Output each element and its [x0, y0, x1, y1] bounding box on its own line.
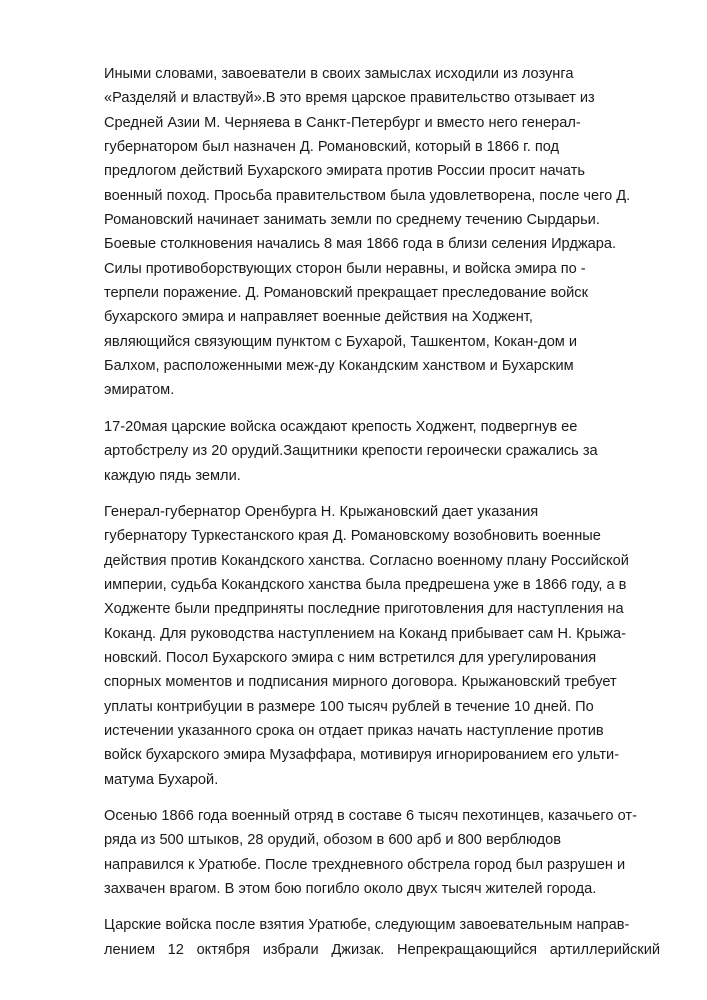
text-line: Силы противоборствующих сторон были неравны, и войска эмира по -: [104, 260, 586, 277]
text-line: военный поход. Просьба правительством была удовлетворена, после чего Д.: [104, 187, 631, 204]
text-line: Осенью 1866 года военный отряд в составе 6 тысяч пехотинцев, казачьего от-: [104, 807, 637, 824]
paragraph: [104, 804, 660, 901]
text-line: Генерал-губернатор Оренбурга Н. Крыжановский дает указания: [104, 503, 539, 520]
text-line: ряда из 500 штыков, 28 орудий, обозом в 600 арб и 800 верблюдов: [104, 832, 562, 849]
text-line: матума Бухарой.: [104, 771, 219, 788]
text-line: Средней Азии М. Черняева в Санкт-Петербург и вместо него генерал-: [104, 114, 581, 131]
paragraph: [104, 62, 660, 403]
text-line: 17-20мая царские войска осаждают крепость Ходжент, подвергнув ее: [104, 418, 578, 435]
text-line: истечении указанного срока он отдает приказ начать наступление против: [104, 722, 604, 739]
text-line: артобстрелу из 20 орудий.Защитники крепости героически сражались за: [104, 443, 598, 460]
text-line: империи, судьба Кокандского ханства была предрешена уже в 1866 году, а в: [104, 576, 627, 593]
text-line: Царские войска после взятия Уратюбе, следующим завоевательным направ-: [104, 917, 630, 934]
text-line: Романовский начинает занимать земли по среднему течению Сырдарьи.: [104, 212, 600, 229]
paragraph: [104, 913, 660, 962]
text-line: эмиратом.: [104, 382, 175, 399]
text-line: спорных моментов и подписания мирного договора. Крыжановский требует: [104, 674, 617, 691]
text-line: Балхом, расположенными меж-ду Кокандским ханством и Бухарским: [104, 358, 574, 375]
text-line: Ходженте были предприняты последние приготовления для наступления на: [104, 601, 624, 618]
text-line: новский. Посол Бухарского эмира с ним встретился для урегулирования: [104, 649, 597, 666]
text-line: Коканд. Для руководства наступлением на Коканд прибывает сам Н. Крыжа-: [104, 625, 626, 642]
text-line: терпели поражение. Д. Романовский прекращает преследование войск: [104, 285, 588, 302]
paragraph: [104, 500, 660, 792]
text-line: действия против Кокандского ханства. Согласно военному плану Российской: [104, 552, 629, 569]
text-line: уплаты контрибуции в размере 100 тысяч рублей в течение 10 дней. По: [104, 698, 594, 715]
text-line: войск бухарского эмира Музаффара, мотивируя игнорированием его ульти-: [104, 747, 620, 764]
text-line: захвачен врагом. В этом бою погибло около двух тысяч жителей города.: [104, 881, 597, 897]
text-line: предлогом действий Бухарского эмирата против России просит начать: [104, 163, 585, 180]
text-line: направился к Уратюбе. После трехдневного обстрела город был разрушен и: [104, 856, 626, 873]
text-line: губернатором был назначен Д. Романовский, который в 1866 г. под: [104, 139, 560, 156]
document-page: [104, 62, 660, 974]
text-line: лением 12 октября избрали Джизак. Непрекращающийся артиллерийский: [104, 941, 660, 958]
text-line: Иными словами, завоеватели в своих замыслах исходили из лозунга: [104, 66, 574, 82]
paragraph: [104, 415, 660, 488]
text-line: «Разделяй и властвуй».В это время царское правительство отзывает из: [104, 90, 595, 107]
text-line: бухарского эмира и направляет военные действия на Ходжент,: [104, 309, 533, 326]
text-line: Боевые столкновения начались 8 мая 1866 года в близи селения Ирджара.: [104, 236, 617, 253]
text-line: каждую пядь земли.: [104, 467, 241, 484]
text-line: губернатору Туркестанского края Д. Романовскому возобновить военные: [104, 528, 601, 545]
text-line: являющийся связующим пунктом с Бухарой, Ташкентом, Кокан-дом и: [104, 333, 578, 350]
